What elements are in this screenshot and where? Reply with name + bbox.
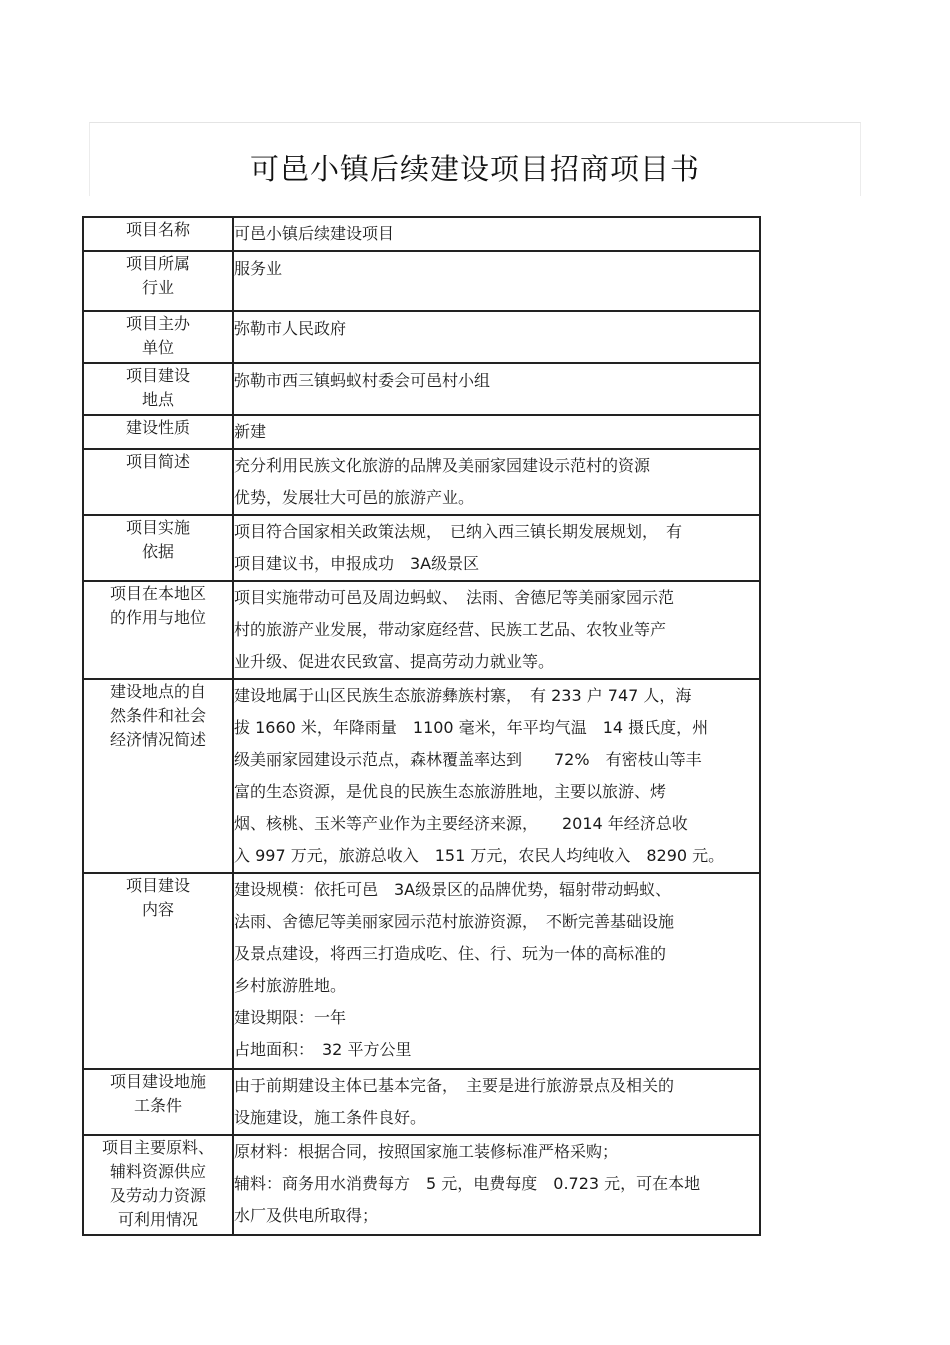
row-label-line: 项目在本地区 — [109, 584, 206, 603]
row-value-line: 优势，发展壮大可邑的旅游产业。 — [234, 488, 475, 507]
row-label-line: 依据 — [141, 542, 174, 561]
row-value-line: 项目符合国家相关政策法规， 已纳入西三镇长期发展规划， 有 — [234, 522, 683, 541]
row-value — [233, 363, 760, 415]
row-label-line: 内容 — [141, 900, 174, 919]
row-value — [233, 515, 760, 581]
row-label — [83, 679, 233, 873]
row-label-line: 项目所属 — [125, 254, 190, 273]
row-label-line: 项目简述 — [125, 452, 190, 471]
table-row — [83, 581, 760, 679]
table-row — [83, 679, 760, 873]
row-value-line: 可邑小镇后续建设项目 — [234, 224, 395, 243]
row-label-line: 建设性质 — [125, 418, 190, 437]
row-label-line: 及劳动力资源 — [109, 1186, 206, 1205]
row-label — [83, 363, 233, 415]
row-value-line: 设施建设，施工条件良好。 — [234, 1108, 427, 1127]
row-label — [83, 873, 233, 1069]
row-value-line: 项目实施带动可邑及周边蚂蚁、 法雨、舍德尼等美丽家园示范 — [234, 588, 675, 607]
table-row — [83, 1135, 760, 1235]
row-value-line: 乡村旅游胜地。 — [234, 976, 347, 995]
row-label — [83, 415, 233, 449]
row-value — [233, 873, 760, 1069]
project-info-table — [82, 216, 761, 1236]
row-label-line: 地点 — [141, 390, 174, 409]
row-value-line: 新建 — [234, 422, 267, 441]
row-value-line: 弥勒市西三镇蚂蚁村委会可邑村小组 — [234, 371, 491, 390]
row-label-line: 辅料资源供应 — [109, 1162, 206, 1181]
row-label-line: 然条件和社会 — [109, 706, 206, 725]
row-value-line: 建设期限：一年 — [234, 1008, 347, 1027]
row-value-line: 入 997 万元，旅游总收入 151 万元，农民人均纯收入 8290 元。 — [234, 846, 725, 865]
row-value-line: 级美丽家园建设示范点，森林覆盖率达到 72% 有密枝山等丰 — [234, 750, 702, 769]
row-label — [83, 217, 233, 251]
row-value — [233, 217, 760, 251]
row-value-line: 建设规模：依托可邑 3A级景区的品牌优势，辐射带动蚂蚁、 — [234, 880, 672, 899]
row-label-line: 的作用与地位 — [109, 608, 206, 627]
row-value — [233, 251, 760, 311]
table-row — [83, 1069, 760, 1135]
row-value-line: 建设地属于山区民族生态旅游彝族村寨， 有 233 户 747 人，海 — [234, 686, 692, 705]
row-value-line: 辅料：商务用水消费每方 5 元，电费每度 0.723 元，可在本地 — [234, 1174, 701, 1193]
row-value — [233, 415, 760, 449]
row-value-line: 服务业 — [234, 259, 283, 278]
row-value-line: 富的生态资源，是优良的民族生态旅游胜地，主要以旅游、烤 — [234, 782, 667, 801]
row-label — [83, 1069, 233, 1135]
table-row — [83, 363, 760, 415]
table-row — [83, 515, 760, 581]
row-label — [83, 251, 233, 311]
row-label-line: 工条件 — [133, 1096, 182, 1115]
row-value-line: 村的旅游产业发展，带动家庭经营、民族工艺品、农牧业等产 — [234, 620, 667, 639]
row-value-line: 充分利用民族文化旅游的品牌及美丽家园建设示范村的资源 — [234, 456, 651, 475]
row-value-line: 水厂及供电所取得； — [234, 1206, 379, 1225]
row-label-line: 项目建设 — [125, 876, 190, 895]
row-value-line: 占地面积： 32 平方公里 — [234, 1040, 412, 1059]
row-label-line: 经济情况简述 — [109, 730, 206, 749]
row-label — [83, 311, 233, 363]
table-row — [83, 217, 760, 251]
row-value-line: 法雨、舍德尼等美丽家园示范村旅游资源， 不断完善基础设施 — [234, 912, 675, 931]
row-label-line: 可利用情况 — [117, 1210, 198, 1229]
row-value-line: 拔 1660 米，年降雨量 1100 毫米，年平均气温 14 摄氏度，州 — [234, 718, 709, 737]
row-label — [83, 581, 233, 679]
row-label-line: 项目建设地施 — [109, 1072, 206, 1091]
table-row — [83, 415, 760, 449]
row-value-line: 及景点建设，将西三打造成吃、住、行、玩为一体的高标准的 — [234, 944, 667, 963]
row-value — [233, 1069, 760, 1135]
row-label — [83, 515, 233, 581]
row-label — [83, 449, 233, 515]
row-value-line: 业升级、促进农民致富、提高劳动力就业等。 — [234, 652, 555, 671]
row-value — [233, 1135, 760, 1235]
row-value — [233, 679, 760, 873]
row-label-line: 行业 — [141, 278, 174, 297]
row-value — [233, 311, 760, 363]
row-value — [233, 449, 760, 515]
document-title: 可邑小镇后续建设项目招商项目书 — [249, 152, 700, 186]
row-label-line: 项目名称 — [125, 220, 190, 239]
row-value-line: 烟、核桃、玉米等产业作为主要经济来源， 2014 年经济总收 — [234, 814, 688, 833]
row-value-line: 原材料：根据合同，按照国家施工装修标准严格采购； — [234, 1142, 619, 1161]
row-label-line: 项目实施 — [125, 518, 190, 537]
row-value-line: 由于前期建设主体已基本完备， 主要是进行旅游景点及相关的 — [234, 1076, 675, 1095]
table-row — [83, 251, 760, 311]
row-value-line: 项目建议书，申报成功 3A级景区 — [234, 554, 480, 573]
row-label-line: 建设地点的自 — [109, 682, 206, 701]
row-value-line: 弥勒市人民政府 — [234, 319, 347, 338]
table-row — [83, 449, 760, 515]
title-frame — [89, 122, 861, 196]
table-row — [83, 311, 760, 363]
row-label-line: 项目建设 — [125, 366, 190, 385]
table-row — [83, 873, 760, 1069]
row-label-line: 单位 — [141, 338, 174, 357]
row-value — [233, 581, 760, 679]
row-label — [83, 1135, 233, 1235]
row-label-line: 项目主办 — [125, 314, 190, 333]
row-label-line: 项目主要原料、 — [101, 1138, 214, 1157]
